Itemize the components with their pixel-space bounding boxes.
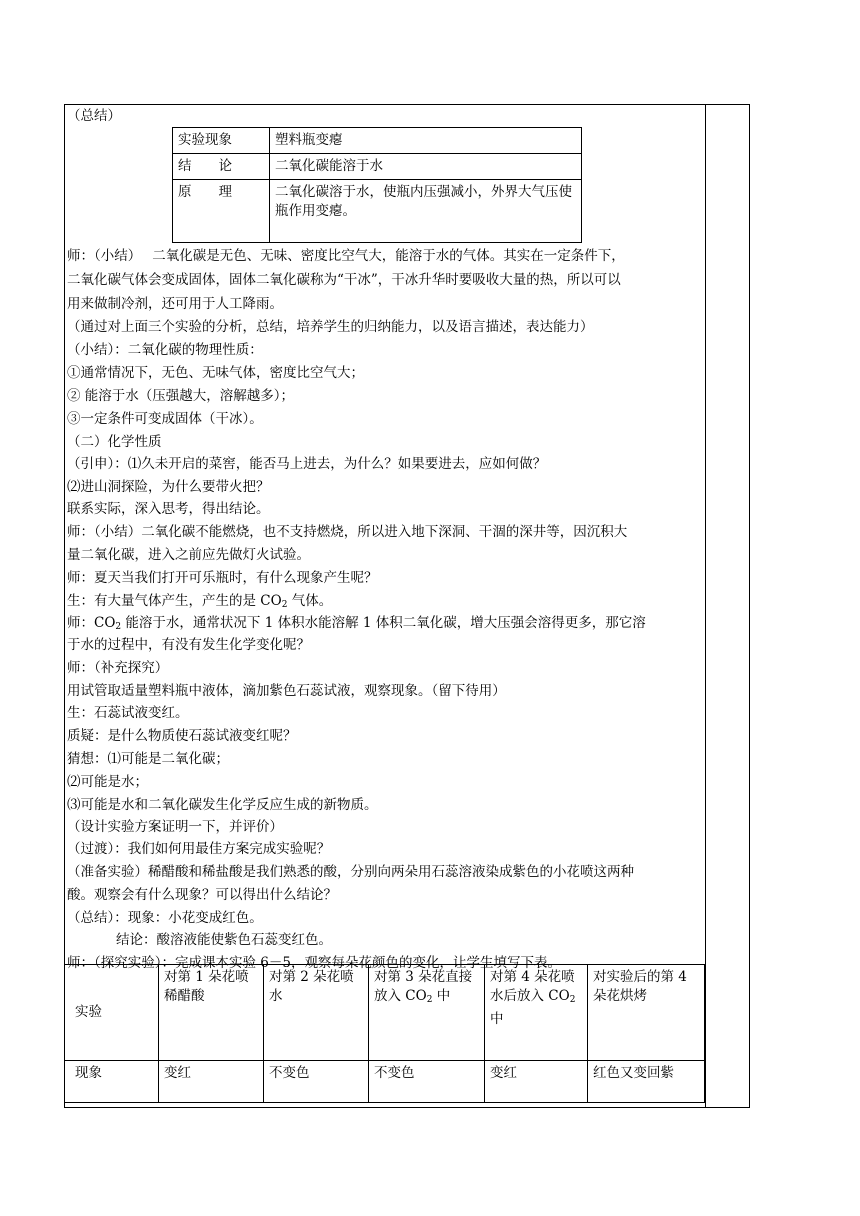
text-line: 师：（补充探究） bbox=[67, 660, 169, 676]
exp-result-5: 红色又变回紫 bbox=[588, 1061, 705, 1103]
text-line: （过渡）：我们如何用最佳方案完成实验呢？ bbox=[67, 841, 331, 857]
summary-value: 塑料瓶变瘪 bbox=[270, 128, 582, 154]
exp-header-label: 实验 bbox=[65, 965, 159, 1061]
exp-col-3-head: 对第 3 朵花直接放入 $CO_2$ 中 bbox=[369, 965, 485, 1061]
text-line: 量二氧化碳，进入之前应先做灯火试验。 bbox=[67, 547, 310, 563]
summary-label: 结 论 bbox=[173, 154, 270, 180]
text-line: ⑵进山洞探险，为什么要带火把？ bbox=[67, 479, 270, 495]
text-line: ② 能溶于水（压强越大，溶解越多）； bbox=[67, 388, 295, 404]
text-line: （引申）：⑴久未开启的菜窖，能否马上进去，为什么？如果要进去，应如何做？ bbox=[67, 456, 547, 472]
summary-value: 二氧化碳溶于水，使瓶内压强减小，外界大气压使瓶作用变瘪。 bbox=[270, 180, 582, 243]
text-line: ③一定条件可变成固体（干冰）。 bbox=[67, 411, 263, 427]
text-line: （小结）：二氧化碳的物理性质： bbox=[67, 342, 263, 358]
text-line: 用试管取适量塑料瓶中液体，滴加紫色石蕊试液，观察现象。（留下待用） bbox=[67, 683, 506, 699]
exp-col-4-head: 对第 4 朵花喷水后放入 $CO_2$ 中 bbox=[485, 965, 588, 1061]
side-column bbox=[705, 104, 750, 1108]
table-row bbox=[173, 128, 582, 154]
table-row bbox=[173, 180, 582, 243]
text-line: （设计实验方案证明一下，并评价） bbox=[67, 819, 283, 835]
text-line: 猜想：⑴可能是二氧化碳； bbox=[67, 751, 229, 767]
summary-label: 实验现象 bbox=[173, 128, 270, 154]
text-line: 联系实际，深入思考，得出结论。 bbox=[67, 501, 270, 517]
exp-result-2: 不变色 bbox=[264, 1061, 369, 1103]
text-line: （总结）：现象：小花变成红色。 bbox=[67, 910, 263, 926]
text-line: 质疑：是什么物质使石蕊试液变红呢？ bbox=[67, 728, 297, 744]
conclusion-line: 结论：酸溶液能使紫色石蕊变红色。 bbox=[116, 932, 332, 948]
summary-label: 原 理 bbox=[173, 180, 270, 243]
text-line: （准备实验）稀醋酸和稀盐酸是我们熟悉的酸，分别向两朵用石蕊溶液染成紫色的小花喷这两种 bbox=[67, 864, 634, 880]
experiment-table bbox=[64, 964, 705, 1103]
summary-table bbox=[172, 127, 582, 243]
text-line-co2-gas: 生：有大量气体产生，产生的是 $CO_2$ 气体。 bbox=[67, 593, 333, 610]
text-line: 二氧化碳气体会变成固体，固体二氧化碳称为“干冰”，干冰升华时要吸收大量的热，所以可以 bbox=[67, 272, 621, 288]
text-line-co2-solubility: 师：$CO_2$ 能溶于水，通常状况下 1 体积水能溶解 1 体积二氧化碳，增大压强会溶得更多，那它溶 bbox=[67, 615, 646, 632]
summary-heading: （总结） bbox=[67, 108, 121, 124]
exp-result-1: 变红 bbox=[159, 1061, 264, 1103]
text-line: 师：夏天当我们打开可乐瓶时，有什么现象产生呢？ bbox=[67, 570, 378, 586]
text-line: 用来做制冷剂，还可用于人工降雨。 bbox=[67, 296, 283, 312]
table-row bbox=[65, 1061, 705, 1103]
table-row bbox=[173, 154, 582, 180]
exp-col-2-head: 对第 2 朵花喷水 bbox=[264, 965, 369, 1061]
exp-col-5-head: 对实验后的第 4 朵花烘烤 bbox=[588, 965, 705, 1061]
text-line: （通过对上面三个实验的分析，总结，培养学生的归纳能力，以及语言描述，表达能力） bbox=[67, 319, 594, 335]
text-line: ①通常情况下，无色、无味气体，密度比空气大； bbox=[67, 365, 364, 381]
text-line: ⑶可能是水和二氧化碳发生化学反应生成的新物质。 bbox=[67, 797, 378, 813]
text-line: 师：（小结） 二氧化碳是无色、无味、密度比空气大，能溶于水的气体。其实在一定条件下， bbox=[67, 248, 625, 264]
text-line: 酸。观察会有什么现象？可以得出什么结论？ bbox=[67, 887, 337, 903]
exp-row-label: 现象 bbox=[65, 1061, 159, 1103]
text-line: 于水的过程中，有没有发生化学变化呢？ bbox=[67, 637, 310, 653]
text-line: 师：（探究实验）：完成课本实验 6－5，观察每朵花颜色的变化，让学生填写下表。 bbox=[67, 955, 561, 971]
text-line: 生：石蕊试液变红。 bbox=[67, 705, 189, 721]
summary-value: 二氧化碳能溶于水 bbox=[270, 154, 582, 180]
text-line: 师：（小结）二氧化碳不能燃烧，也不支持燃烧，所以进入地下深洞、干涸的深井等，因沉积大 bbox=[67, 524, 628, 540]
text-line: ⑵可能是水； bbox=[67, 774, 148, 790]
text-line: （二）化学性质 bbox=[67, 434, 162, 450]
exp-result-4: 变红 bbox=[485, 1061, 588, 1103]
exp-col-1-head: 对第 1 朵花喷稀醋酸 bbox=[159, 965, 264, 1061]
exp-result-3: 不变色 bbox=[369, 1061, 485, 1103]
table-row bbox=[65, 965, 705, 1061]
